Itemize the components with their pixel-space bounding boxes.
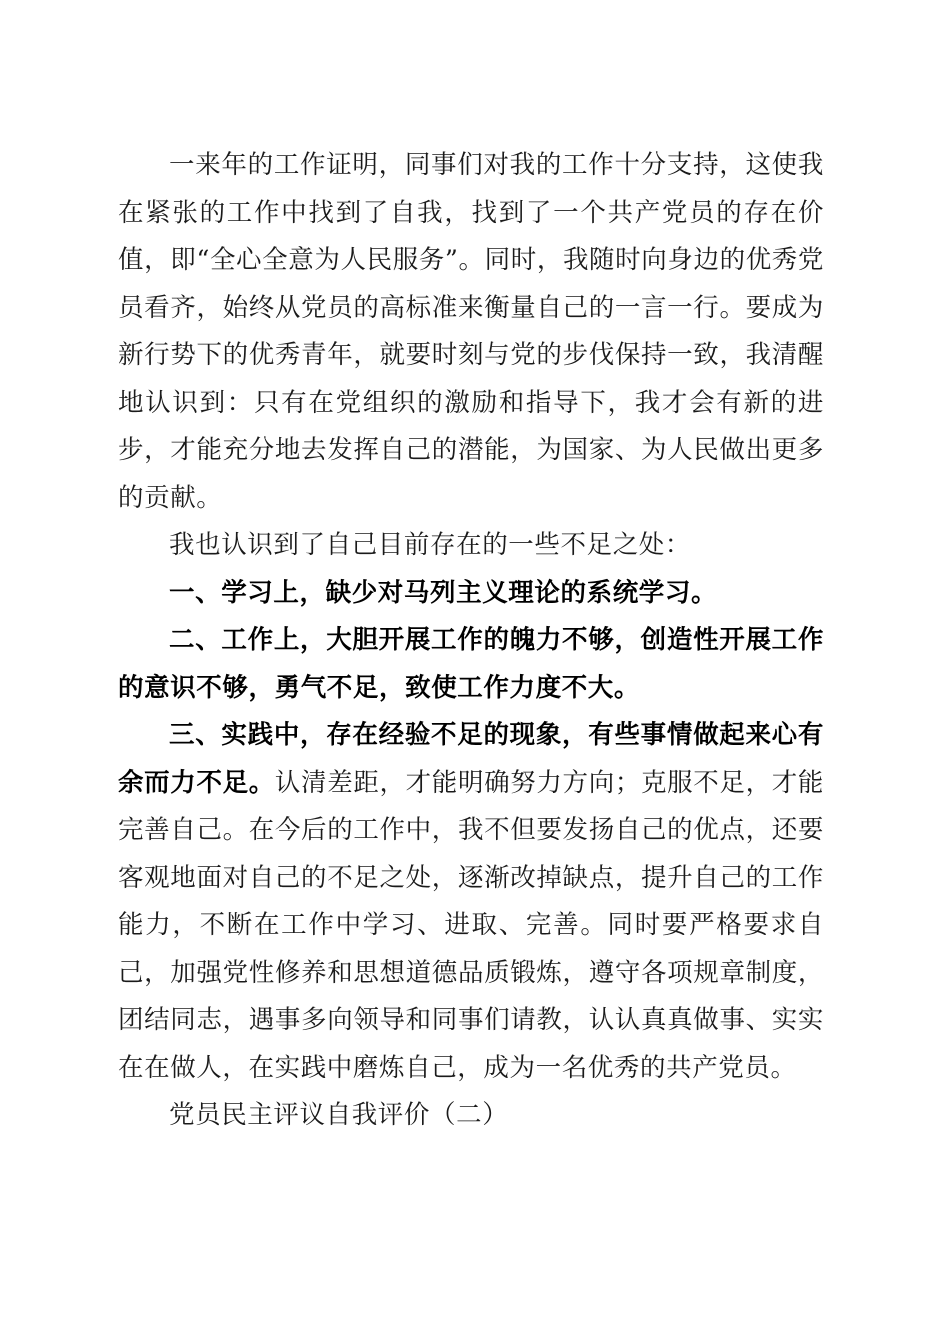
document-body bbox=[118, 142, 824, 1140]
shortcoming-item-work: 二、工作上，大胆开展工作的魄力不够，创造性开展工作的意识不够，勇气不足，致使工作力度不大。 bbox=[118, 625, 824, 703]
paragraph-shortcomings-intro: 我也认识到了自己目前存在的一些不足之处： bbox=[169, 530, 692, 560]
paragraph-work-proof: 一来年的工作证明，同事们对我的工作十分支持，这使我在紧张的工作中找到了自我，找到了一个共产党员的存在价值，即“全心全意为人民服务”。同时，我随时向身边的优秀党员看齐，始终从党员的高标准来衡量自己的一言一行。要成为新行势下的优秀青年，就要时刻与党的步伐保持一致，我清醒地认识到：只有在党组织的激励和指导下，我才会有新的进步，才能充分地去发挥自己的潜能，为国家、为人民做出更多的贡献。 bbox=[118, 150, 824, 513]
shortcoming-item-practice-body: 认清差距，才能明确努力方向；克服不足，才能完善自己。在今后的工作中，我不但要发扬自己的优点，还要客观地面对自己的不足之处，逐渐改掉缺点，提升自己的工作能力，不断在工作中学习、进取、完善。同时要严格要求自己，加强党性修养和思想道德品质锻炼，遵守各项规章制度，团结同志，遇事多向领导和同事们请教，认认真真做事、实实在在做人，在实践中磨炼自己，成为一名优秀的共产党员。 bbox=[118, 767, 824, 1083]
shortcoming-item-practice-heading: 三、实践中，存在经验不足的现象，有些事情做起来心有余而力不足。 bbox=[118, 720, 824, 798]
shortcoming-item-study: 一、学习上，缺少对马列主义理论的系统学习。 bbox=[169, 577, 718, 608]
shortcoming-item-practice bbox=[118, 712, 824, 1092]
section-title-self-evaluation-2: 党员民主评议自我评价（二） bbox=[169, 1100, 509, 1130]
